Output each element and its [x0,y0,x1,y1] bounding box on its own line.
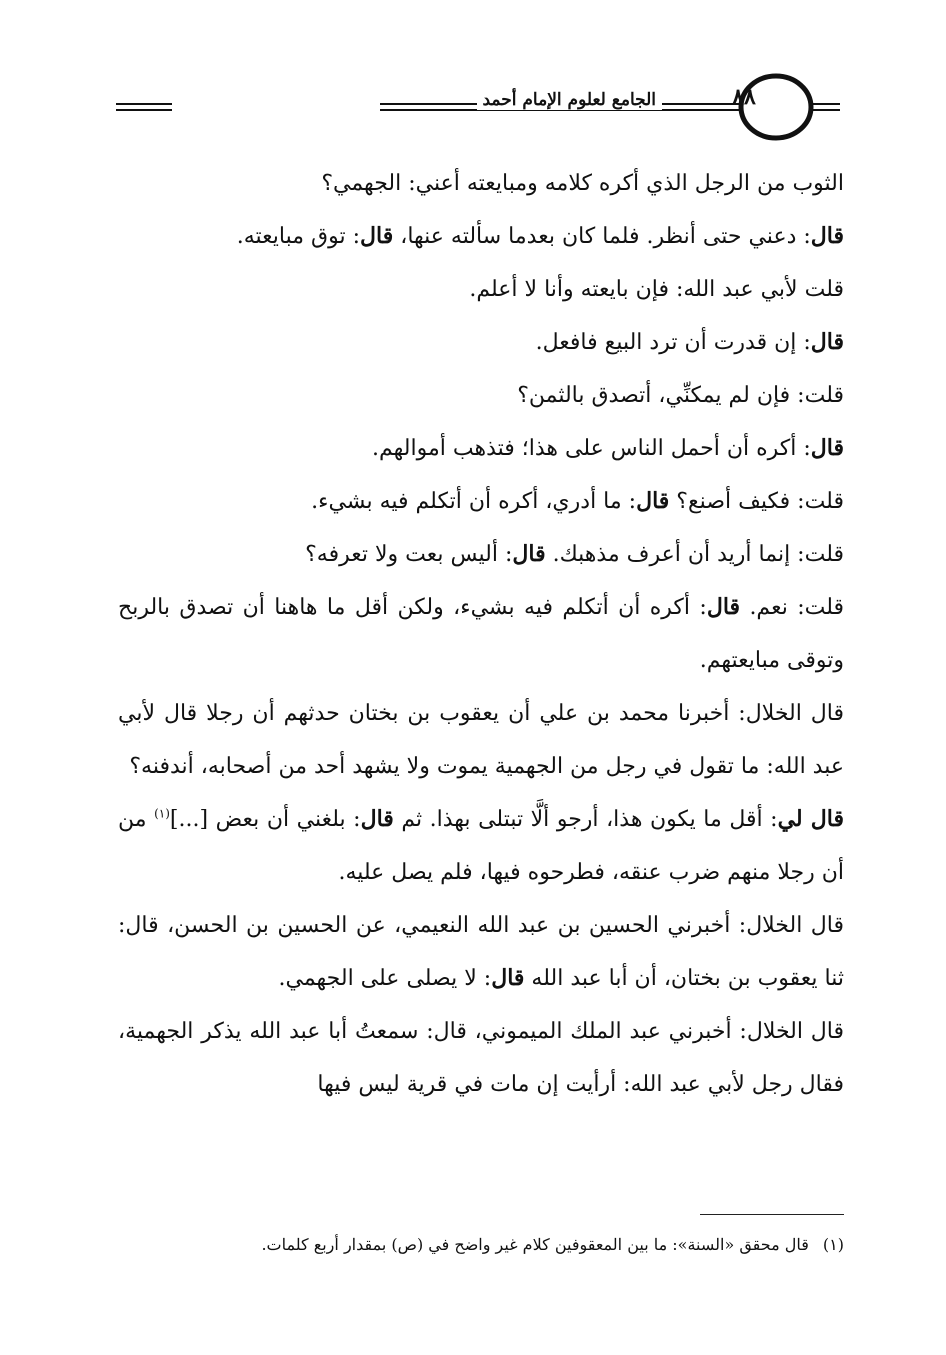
text-segment: قال الخلال: أخبرني عبد الملك الميموني، قال: سمعتُ أبا عبد الله [249,1019,845,1044]
paragraph [118,369,844,422]
paragraph [118,687,844,793]
paragraph [118,581,844,687]
text-segment: رجلا قال لأبي عبد الله: ما تقول في رجل من الجهمية يموت ولا يشهد [118,701,844,779]
text-segment: بعض [...] [169,807,260,832]
speaker-word: قال [706,594,741,620]
paragraph [118,157,844,210]
text-segment: على الجهمي. [278,966,400,991]
running-title: الجامع لعلوم الإمام أحمد [477,90,663,110]
speaker-word: قال [360,806,394,832]
footnote-divider [700,1214,844,1215]
text-segment: قلت: فإن لم يمكنِّي، أتصدق بالثمن؟ [517,383,844,408]
speaker-word: قال [810,329,844,355]
text-segment: الثوب من الرجل الذي أكره كلامه ومبايعته أعني: الجهمي؟ [321,171,844,196]
header-ornament [112,70,842,150]
text-line [278,966,399,991]
text-line [249,1019,844,1044]
speaker-word: قال [810,223,844,249]
page-header [112,70,842,150]
text-segment: : لا يصلى [406,966,492,991]
text-line [321,171,844,196]
text-segment: : إن قدرت أن ترد البيع فافعل. [535,330,811,355]
footnote-text: قال محقق «السنة»: ما بين المعقوفين كلام غير واضح في (ص) بمقدار أربع كلمات. [261,1235,809,1254]
text-segment: : بلغني أن [266,807,361,832]
text-segment: قلت: نعم. [740,595,845,620]
speaker-word: قال [636,488,670,514]
text-segment: : توق مبايعته. [236,224,360,249]
text-line [129,754,345,779]
text-line [246,913,844,938]
text-segment: يذكر الجهمية، فقال رجل لأبي عبد الله: أرأيت إن مات في قرية ليس فيها [118,1019,844,1097]
footnote-number: (١) [822,1235,844,1254]
text-segment: أحد من أصحابه، أندفنه؟ [129,754,346,779]
text-segment: قال الخلال: أخبرني الحسين بن عبد الله النعيمي، عن الحسين بن [246,913,844,938]
text-line [305,542,844,567]
footnote [118,1232,844,1258]
text-segment: : أكره أن أحمل الناس على هذا؛ فتذهب أموالهم. [372,436,811,461]
speaker-word: قال لي [777,806,845,832]
text-segment: : ما أدري، أكره أن أتكلم فيه بشيء. [311,489,637,514]
text-segment: قلت: إنما أريد أن أعرف مذهبك. [545,542,844,567]
text-segment: قلت: فكيف أصنع؟ [669,489,844,514]
text-segment: من أن رجلا منهم ضرب عنقه، فطرحوه فيها، فلم يصل عليه. [118,807,844,885]
speaker-word: قال [512,541,546,567]
text-segment: تصدق بالربح وتوقى مبايعتهم. [118,595,844,673]
text-line [252,701,844,726]
page-number: ٨٨ [732,84,756,110]
text-line [237,224,844,249]
main-text [118,157,844,1111]
text-line [267,807,844,832]
paragraph [118,210,844,263]
text-line [536,330,844,355]
footnote-marker: (١) [154,806,170,821]
text-line [469,277,844,302]
text-segment: : أكره أن أتكلم فيه بشيء، ولكن أقل ما هاهنا أن [242,595,707,620]
paragraph [118,899,844,1005]
paragraph [118,793,844,899]
text-segment: : دعني حتى أنظر. فلما كان بعدما سألته عنها، [393,224,811,249]
speaker-word: قال [810,435,844,461]
text-segment: : أليس بعت ولا تعرفه؟ [305,542,513,567]
text-segment: الحسن، قال: ثنا يعقوب بن بختان، أن أبا عبد الله [118,913,844,991]
text-line [517,383,844,408]
text-segment: : أقل ما يكون هذا، أرجو ألَّا تبتلى بهذا. ثم [393,807,778,832]
paragraph [118,1005,844,1111]
text-segment: قال الخلال: أخبرنا محمد بن علي أن يعقوب بن بختان حدثهم أن [252,701,844,726]
text-segment: قلت لأبي عبد الله: فإن بايعته وأنا لا أعلم. [469,277,844,302]
paragraph [118,316,844,369]
paragraph [118,263,844,316]
text-line [243,595,844,620]
speaker-word: قال [491,965,525,991]
paragraph [118,422,844,475]
paragraph [118,528,844,581]
text-line [311,489,844,514]
text-line [372,436,844,461]
paragraph [118,475,844,528]
speaker-word: قال [360,223,394,249]
